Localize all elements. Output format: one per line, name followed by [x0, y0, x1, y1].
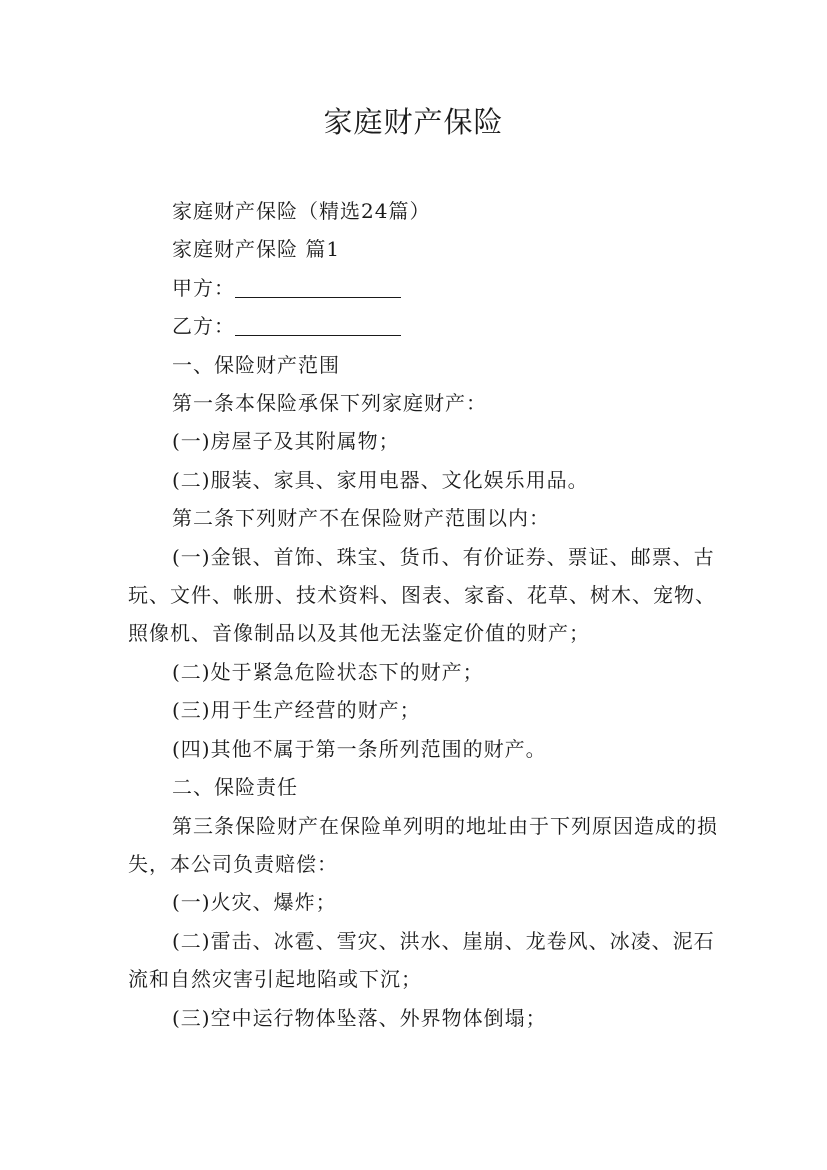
- paragraph: (三)空中运行物体坠落、外界物体倒塌；: [172, 1005, 547, 1030]
- party-a-label: 甲方：: [172, 275, 235, 300]
- party-a-blank: [235, 277, 401, 298]
- paragraph: 家庭财产保险（精选24篇）: [172, 199, 431, 223]
- paragraph: 第一条本保险承保下列家庭财产：: [172, 391, 487, 416]
- document-title: 家庭财产保险: [323, 105, 504, 139]
- paragraph: 第三条保险财产在保险单列明的地址由于下列原因造成的损失，本公司负责赔偿：: [128, 813, 718, 876]
- document-body: [128, 192, 720, 1037]
- party-a-line: [128, 269, 720, 307]
- paragraph: (一)金银、首饰、珠宝、货币、有价证券、票证、邮票、古玩、文件、帐册、技术资料、图表、家畜、花草、树木、宠物、照像机、音像制品以及其他无法鉴定价值的财产；: [128, 544, 716, 646]
- party-b-blank: [235, 315, 401, 336]
- party-b-label: 乙方：: [172, 314, 235, 339]
- paragraph: 第二条下列财产不在保险财产范围以内：: [172, 506, 550, 531]
- paragraph: (二)服装、家具、家用电器、文化娱乐用品。: [172, 467, 589, 492]
- paragraph: 家庭财产保险 篇1: [172, 237, 341, 262]
- paragraph: (四)其他不属于第一条所列范围的财产。: [172, 736, 547, 761]
- paragraph: (一)房屋子及其附属物；: [172, 429, 400, 454]
- paragraph: (二)处于紧急危险状态下的财产；: [172, 659, 484, 684]
- section-heading: 一、保险财产范围: [172, 352, 340, 377]
- paragraph: (二)雷击、冰雹、雪灾、洪水、崖崩、龙卷风、冰凌、泥石流和自然灾害引起地陷或下沉；: [128, 928, 715, 992]
- party-b-line: [128, 307, 720, 345]
- paragraph: (一)火灾、爆炸；: [172, 890, 337, 915]
- paragraph: (三)用于生产经营的财产；: [172, 698, 421, 723]
- section-heading: 二、保险责任: [172, 775, 298, 800]
